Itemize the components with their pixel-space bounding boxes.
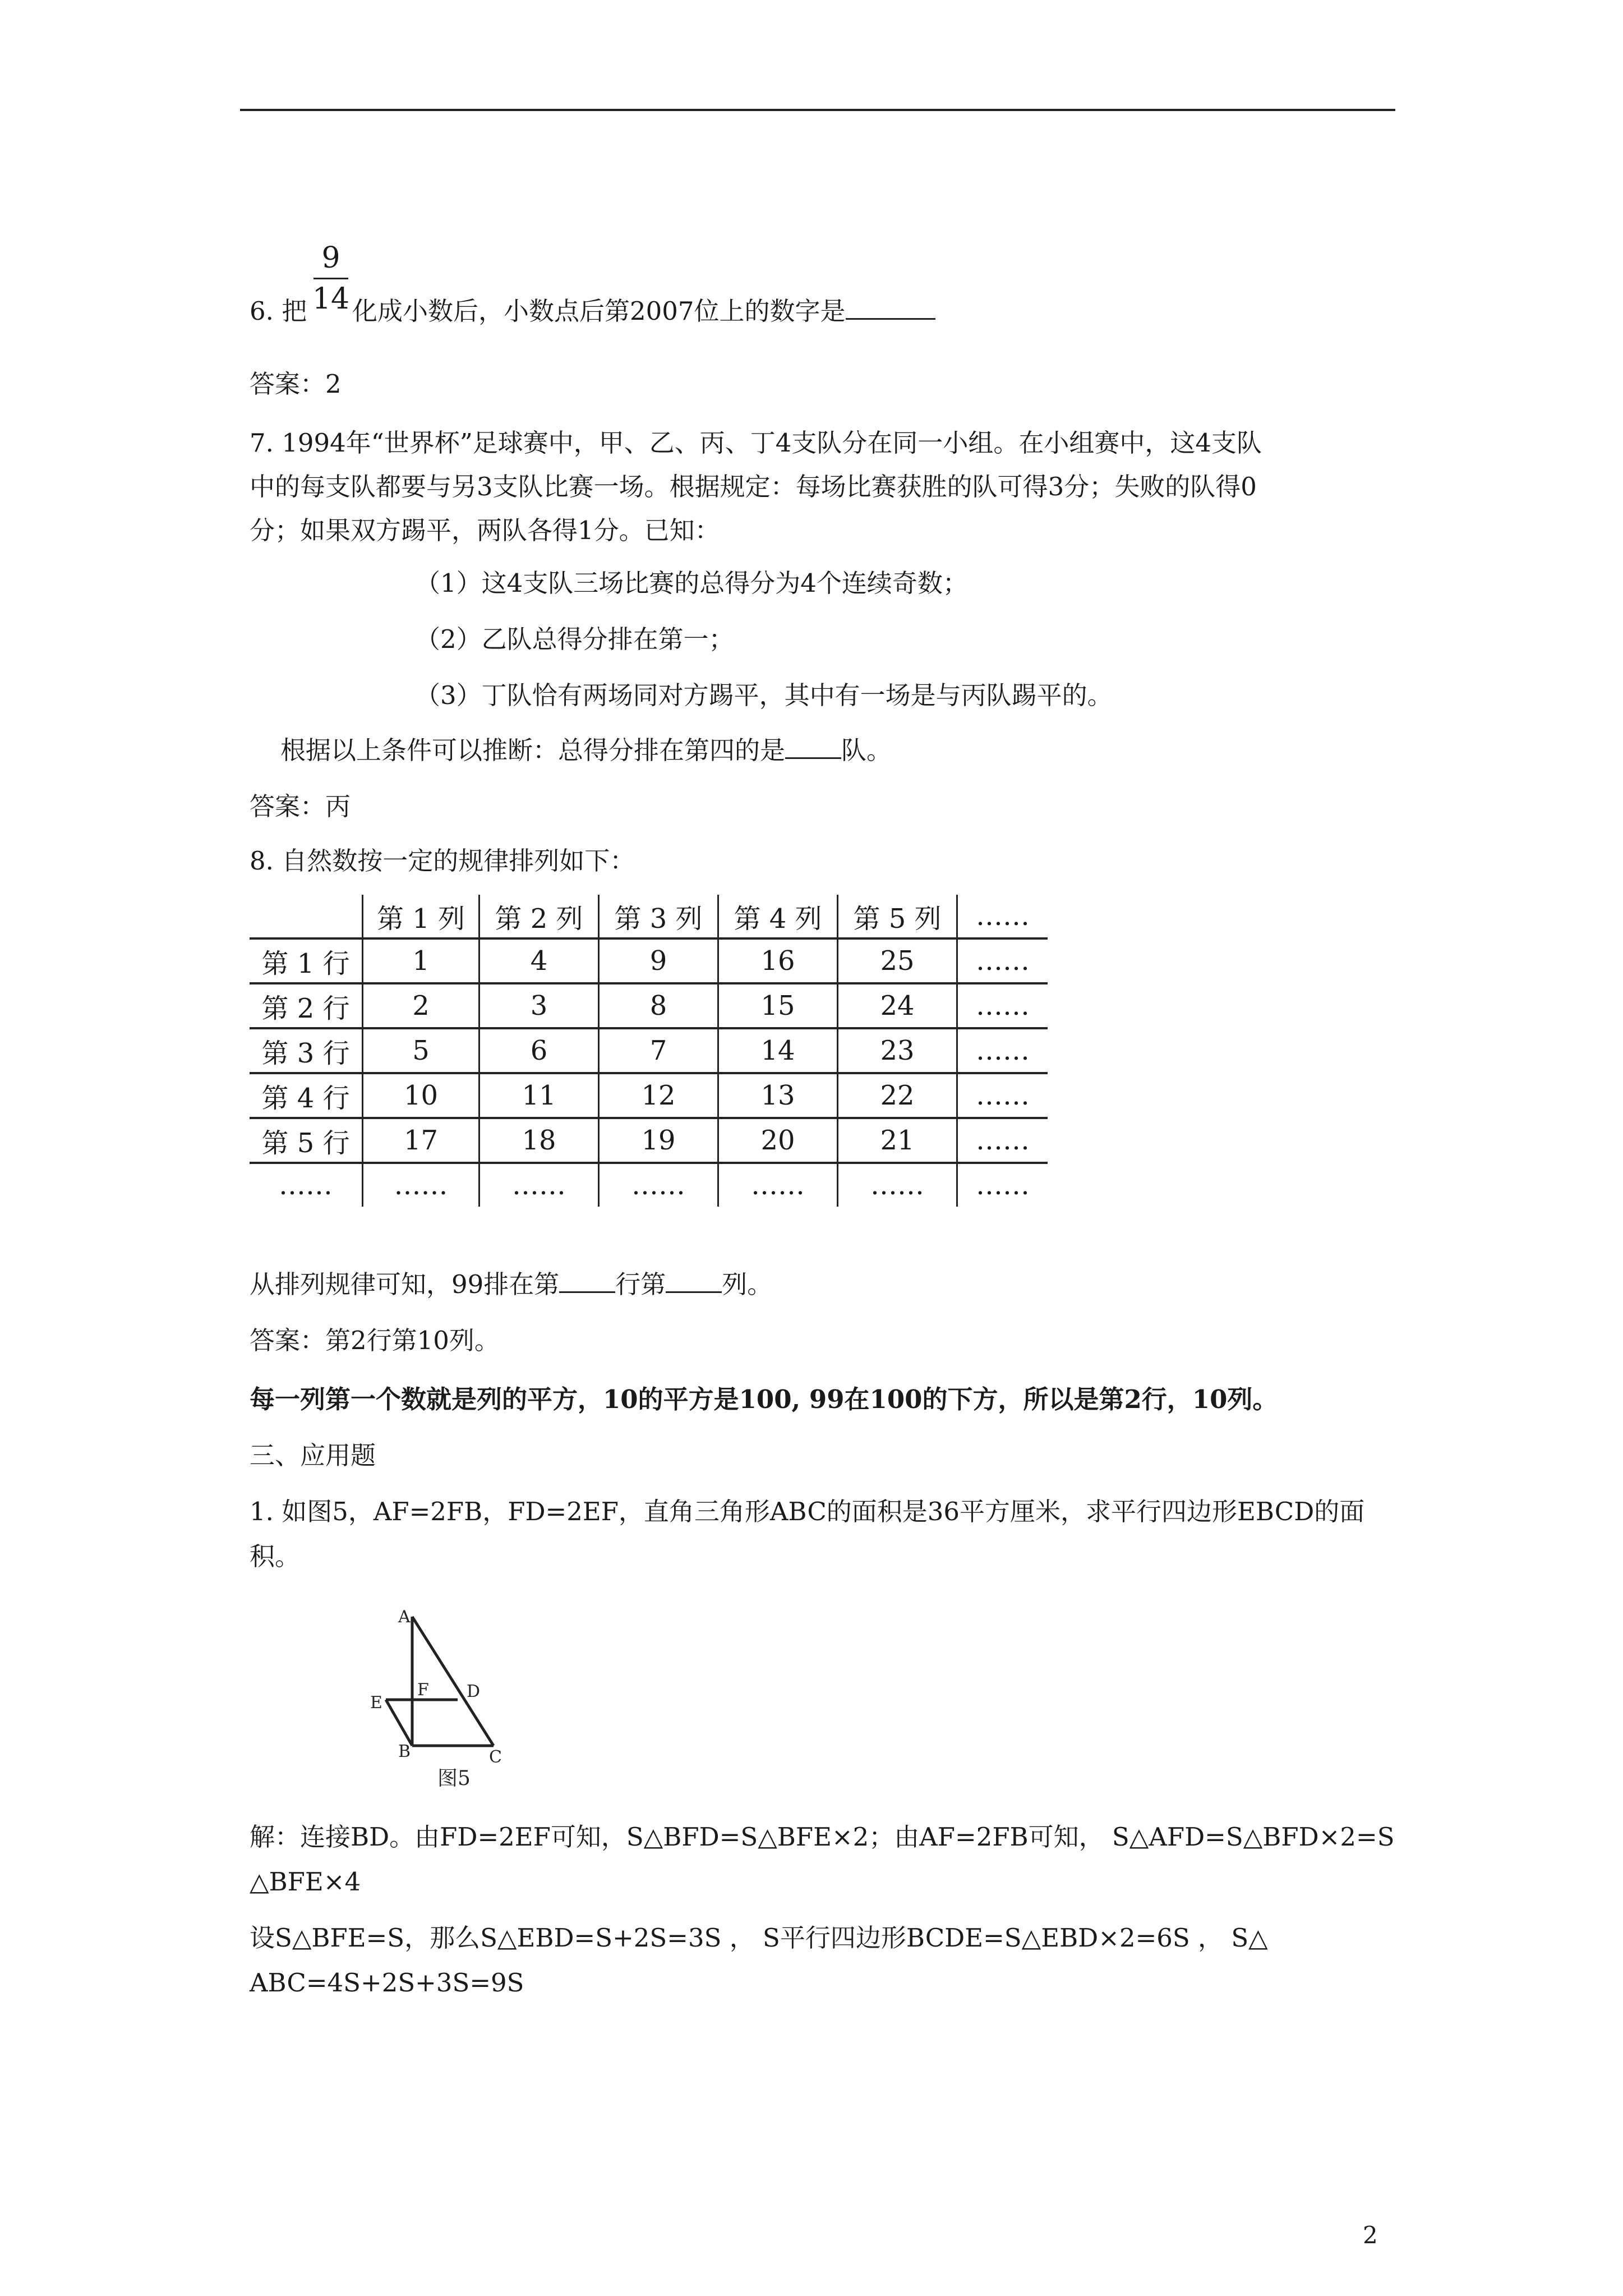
q7-answer: 答案：丙 (250, 792, 351, 821)
q7-line-1: 7. 1994年“世界杯”足球赛中，甲、乙、丙、丁4支队分在同一小组。在小组赛中，这4支队 (250, 428, 1262, 458)
table-cell: 第 1 行 (250, 938, 363, 983)
label-d: D (467, 1682, 481, 1701)
table-row (250, 1163, 1048, 1207)
table-cell: 10 (363, 1073, 479, 1118)
table-header-row (250, 895, 1048, 938)
table-cell: 12 (599, 1073, 718, 1118)
fraction-numerator: 9 (321, 241, 340, 275)
solution-line-4: ABC=4S+2S+3S=9S (250, 1968, 524, 1998)
q6-suffix: 化成小数后，小数点后第2007位上的数字是 (352, 296, 846, 326)
table-cell: 23 (838, 1028, 957, 1073)
table-cell: 17 (363, 1118, 479, 1163)
q8-row-blank (559, 1270, 615, 1293)
label-f: F (417, 1680, 429, 1700)
table-cell: 第 5 行 (250, 1118, 363, 1163)
table-cell: 6 (479, 1028, 599, 1073)
table-cell: 13 (718, 1073, 838, 1118)
table-cell: 1 (363, 938, 479, 983)
solution-line-2: △BFE×4 (250, 1867, 361, 1897)
q6-question (352, 289, 935, 334)
label-c: C (489, 1747, 502, 1767)
table-cell: …… (957, 1073, 1048, 1118)
table-cell: 24 (838, 983, 957, 1028)
q8-question (250, 1262, 772, 1307)
q8-intro: 8. 自然数按一定的规律排列如下： (250, 846, 635, 876)
label-b: B (398, 1742, 411, 1761)
q7-line-2: 中的每支队都要与另3支队比赛一场。根据规定：每场比赛获胜的队可得3分；失败的队得0 (250, 472, 1257, 501)
table-header-cell: …… (957, 895, 1048, 938)
label-e: E (370, 1693, 382, 1713)
table-cell: 5 (363, 1028, 479, 1073)
table-header-cell: 第 4 列 (718, 895, 838, 938)
q7-line-3: 分；如果双方踢平，两队各得1分。已知： (250, 516, 720, 545)
table-cell: 11 (479, 1073, 599, 1118)
q8-q-part2: 行第 (615, 1269, 666, 1299)
table-cell: 21 (838, 1118, 957, 1163)
table-cell: …… (957, 1028, 1048, 1073)
q7-condition-2: （2）乙队总得分排在第一； (415, 624, 734, 654)
table-cell: 7 (599, 1028, 718, 1073)
table-cell: 4 (479, 938, 599, 983)
q6-answer-blank (846, 297, 935, 320)
page-number: 2 (1363, 2221, 1378, 2249)
segment-eb (386, 1700, 412, 1746)
table-cell: …… (279, 1170, 333, 1201)
q8-q-part1: 从排列规律可知，99排在第 (250, 1269, 560, 1299)
table-cell: 2 (363, 983, 479, 1028)
figure-5 (359, 1599, 538, 1801)
table-cell: …… (363, 1163, 479, 1207)
q6-prefix: 6. 把 (250, 296, 307, 326)
q8-col-blank (666, 1270, 722, 1293)
q7-answer-blank (785, 736, 841, 759)
table-header-cell: 第 5 列 (838, 895, 957, 938)
figure-caption: 图5 (437, 1767, 471, 1790)
table-header-cell: 第 2 列 (479, 895, 599, 938)
table-cell: 18 (479, 1118, 599, 1163)
number-arrangement-table (250, 895, 1048, 1207)
table-cell: 19 (599, 1118, 718, 1163)
table-cell: …… (599, 1163, 718, 1207)
section-title: 三、应用题 (250, 1441, 376, 1470)
fraction-denominator: 14 (312, 282, 350, 316)
fraction-9-14 (311, 238, 351, 319)
q6-answer: 答案：2 (250, 369, 342, 399)
table-cell: 3 (479, 983, 599, 1028)
table-row (250, 1118, 1048, 1163)
table-cell: 9 (599, 938, 718, 983)
table-row (250, 1073, 1048, 1118)
table-cell: 16 (718, 938, 838, 983)
table-header-cell: 第 3 列 (599, 895, 718, 938)
table-cell: …… (957, 983, 1048, 1028)
header-rule (240, 109, 1395, 111)
q7-infer-prefix: 根据以上条件可以推断：总得分排在第四的是 (280, 735, 786, 765)
table-cell: 20 (718, 1118, 838, 1163)
table-cell: 22 (838, 1073, 957, 1118)
q7-inference (280, 728, 892, 773)
q8-explanation: 每一列第一个数就是列的平方，10的平方是100, 99在100的下方，所以是第2行，10列。 (250, 1384, 1278, 1414)
table-cell: …… (957, 1163, 1048, 1207)
table-cell: …… (957, 1118, 1048, 1163)
app1-line-1: 1. 如图5，AF=2FB，FD=2EF，直角三角形ABC的面积是36平方厘米，求平行四边形EBCD的面 (250, 1497, 1365, 1526)
table-header-cell (250, 895, 363, 938)
table-cell: 8 (599, 983, 718, 1028)
table-header-cell: 第 1 列 (363, 895, 479, 938)
table-row (250, 1028, 1048, 1073)
table-cell: 第 3 行 (250, 1028, 363, 1073)
q8-q-part3: 列。 (722, 1269, 773, 1299)
table-row (250, 938, 1048, 983)
table-cell: 第 2 行 (250, 983, 363, 1028)
table-cell: 14 (718, 1028, 838, 1073)
app1-line-2: 积。 (250, 1542, 301, 1571)
table-cell: 第 4 行 (250, 1073, 363, 1118)
q7-condition-1: （1）这4支队三场比赛的总得分为4个连续奇数； (415, 568, 968, 598)
table-cell: …… (479, 1163, 599, 1207)
table-row (250, 983, 1048, 1028)
label-a: A (398, 1607, 411, 1627)
table-cell: …… (718, 1163, 838, 1207)
table-cell: 15 (718, 983, 838, 1028)
solution-line-1: 解：连接BD。由FD=2EF可知，S△BFD=S△BFE×2；由AF=2FB可知， S△AFD=S△BFD×2=S (250, 1822, 1395, 1852)
table-cell: …… (957, 938, 1048, 983)
table-cell: 25 (838, 938, 957, 983)
q8-answer: 答案：第2行第10列。 (250, 1326, 500, 1355)
q7-infer-suffix: 队。 (841, 735, 892, 765)
solution-line-3: 设S△BFE=S，那么S△EBD=S+2S=3S ， S平行四边形BCDE=S△EBD×2=6S ， S△ (250, 1923, 1268, 1953)
q7-condition-3: （3）丁队恰有两场同对方踢平，其中有一场是与丙队踢平的。 (415, 680, 1113, 710)
table-cell: …… (838, 1163, 957, 1207)
